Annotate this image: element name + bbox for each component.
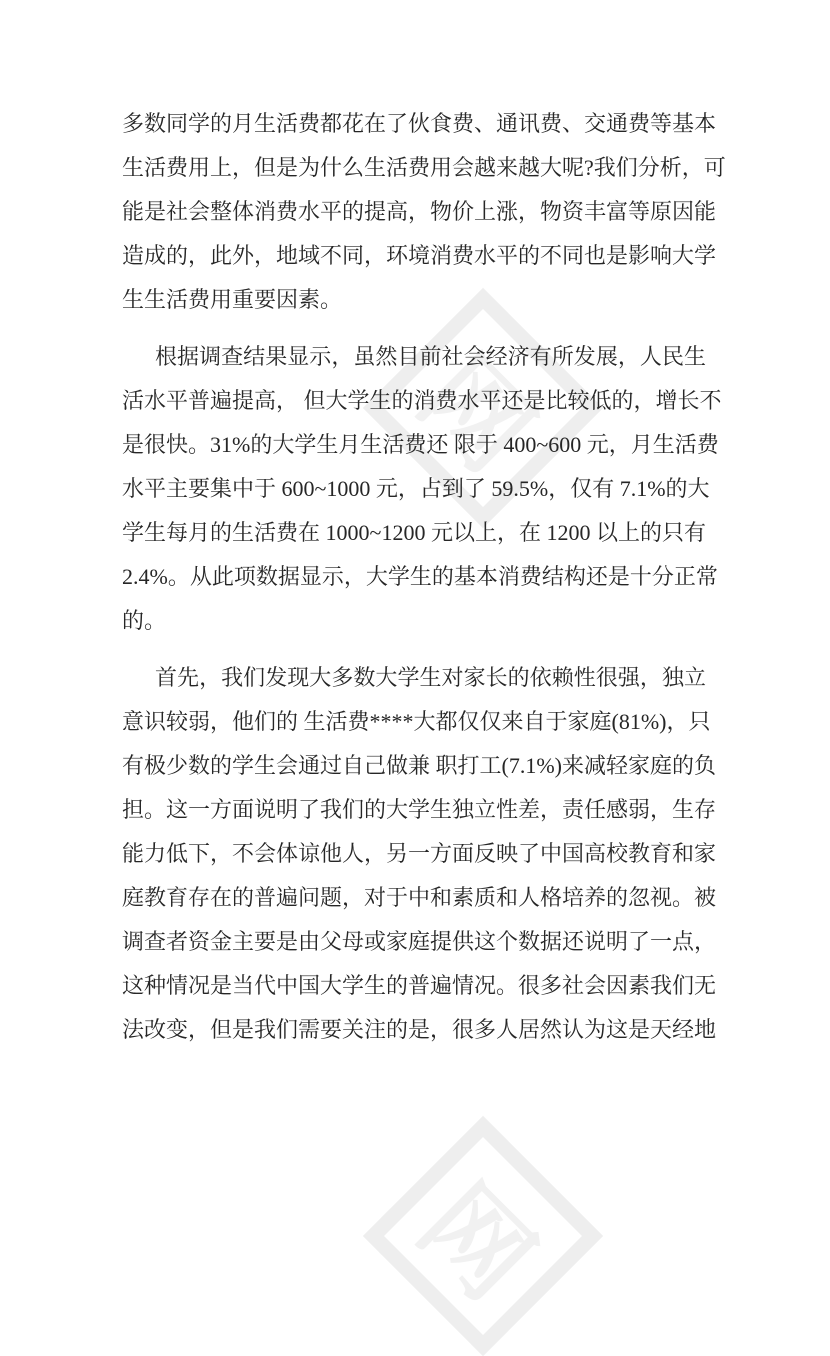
text-line: 生活费用上，但是为什么生活费用会越来越大呢?我们分析，可: [122, 155, 726, 180]
paragraph-3: [122, 656, 717, 1052]
text-line: 能是社会整体消费水平的提高，物价上涨，物资丰富等原因能: [122, 199, 717, 224]
watermark-glyph: 网: [398, 1165, 554, 1321]
text-line: 的。: [122, 608, 167, 633]
watermark-logo-bottom-icon: [363, 1116, 603, 1356]
paragraph-1: [122, 102, 726, 322]
text-line: 法改变，但是我们需要关注的是，很多人居然认为这是天经地: [122, 1017, 717, 1042]
text-line: 有极少数的学生会通过自己做兼 职打工(7.1%)来减轻家庭的负: [122, 753, 716, 778]
document-body: [122, 102, 726, 1065]
text-line: 庭教育存在的普遍问题，对于中和素质和人格培养的忽视。被: [122, 885, 717, 910]
text-line: 学生每月的生活费在 1000~1200 元以上，在 1200 以上的只有: [122, 520, 706, 545]
text-line: 水平主要集中于 600~1000 元，占到了 59.5%，仅有 7.1%的大: [122, 476, 710, 501]
text-line: 担。这一方面说明了我们的大学生独立性差，责任感弱，生存: [122, 797, 717, 822]
text-line: 能力低下，不会体谅他人，另一方面反映了中国高校教育和家: [122, 841, 717, 866]
text-line: 这种情况是当代中国大学生的普遍情况。很多社会因素我们无: [122, 973, 717, 998]
text-line: 是很快。31%的大学生月生活费还 限于 400~600 元，月生活费: [122, 432, 719, 457]
text-line: 多数同学的月生活费都花在了伙食费、通讯费、交通费等基本: [122, 111, 717, 136]
text-line: 2.4%。从此项数据显示，大学生的基本消费结构还是十分正常: [122, 564, 718, 589]
text-line: 活水平普遍提高， 但大学生的消费水平还是比较低的，增长不: [122, 388, 722, 413]
watermark-diamond-frame: [363, 1116, 603, 1356]
text-line: 生生活费用重要因素。: [122, 287, 343, 312]
text-line: 调查者资金主要是由父母或家庭提供这个数据还说明了一点，: [122, 929, 717, 954]
watermark-glyph: 网: [398, 337, 554, 493]
text-line: 根据调查结果显示，虽然目前社会经济有所发展，人民生: [155, 344, 706, 369]
paragraph-2: [122, 335, 722, 643]
text-line: 意识较弱，他们的 生活费****大都仅仅来自于家庭(81%)，只: [122, 709, 711, 734]
text-line: 造成的，此外，地域不同，环境消费水平的不同也是影响大学: [122, 243, 717, 268]
text-line: 首先，我们发现大多数大学生对家长的依赖性很强，独立: [155, 665, 706, 690]
